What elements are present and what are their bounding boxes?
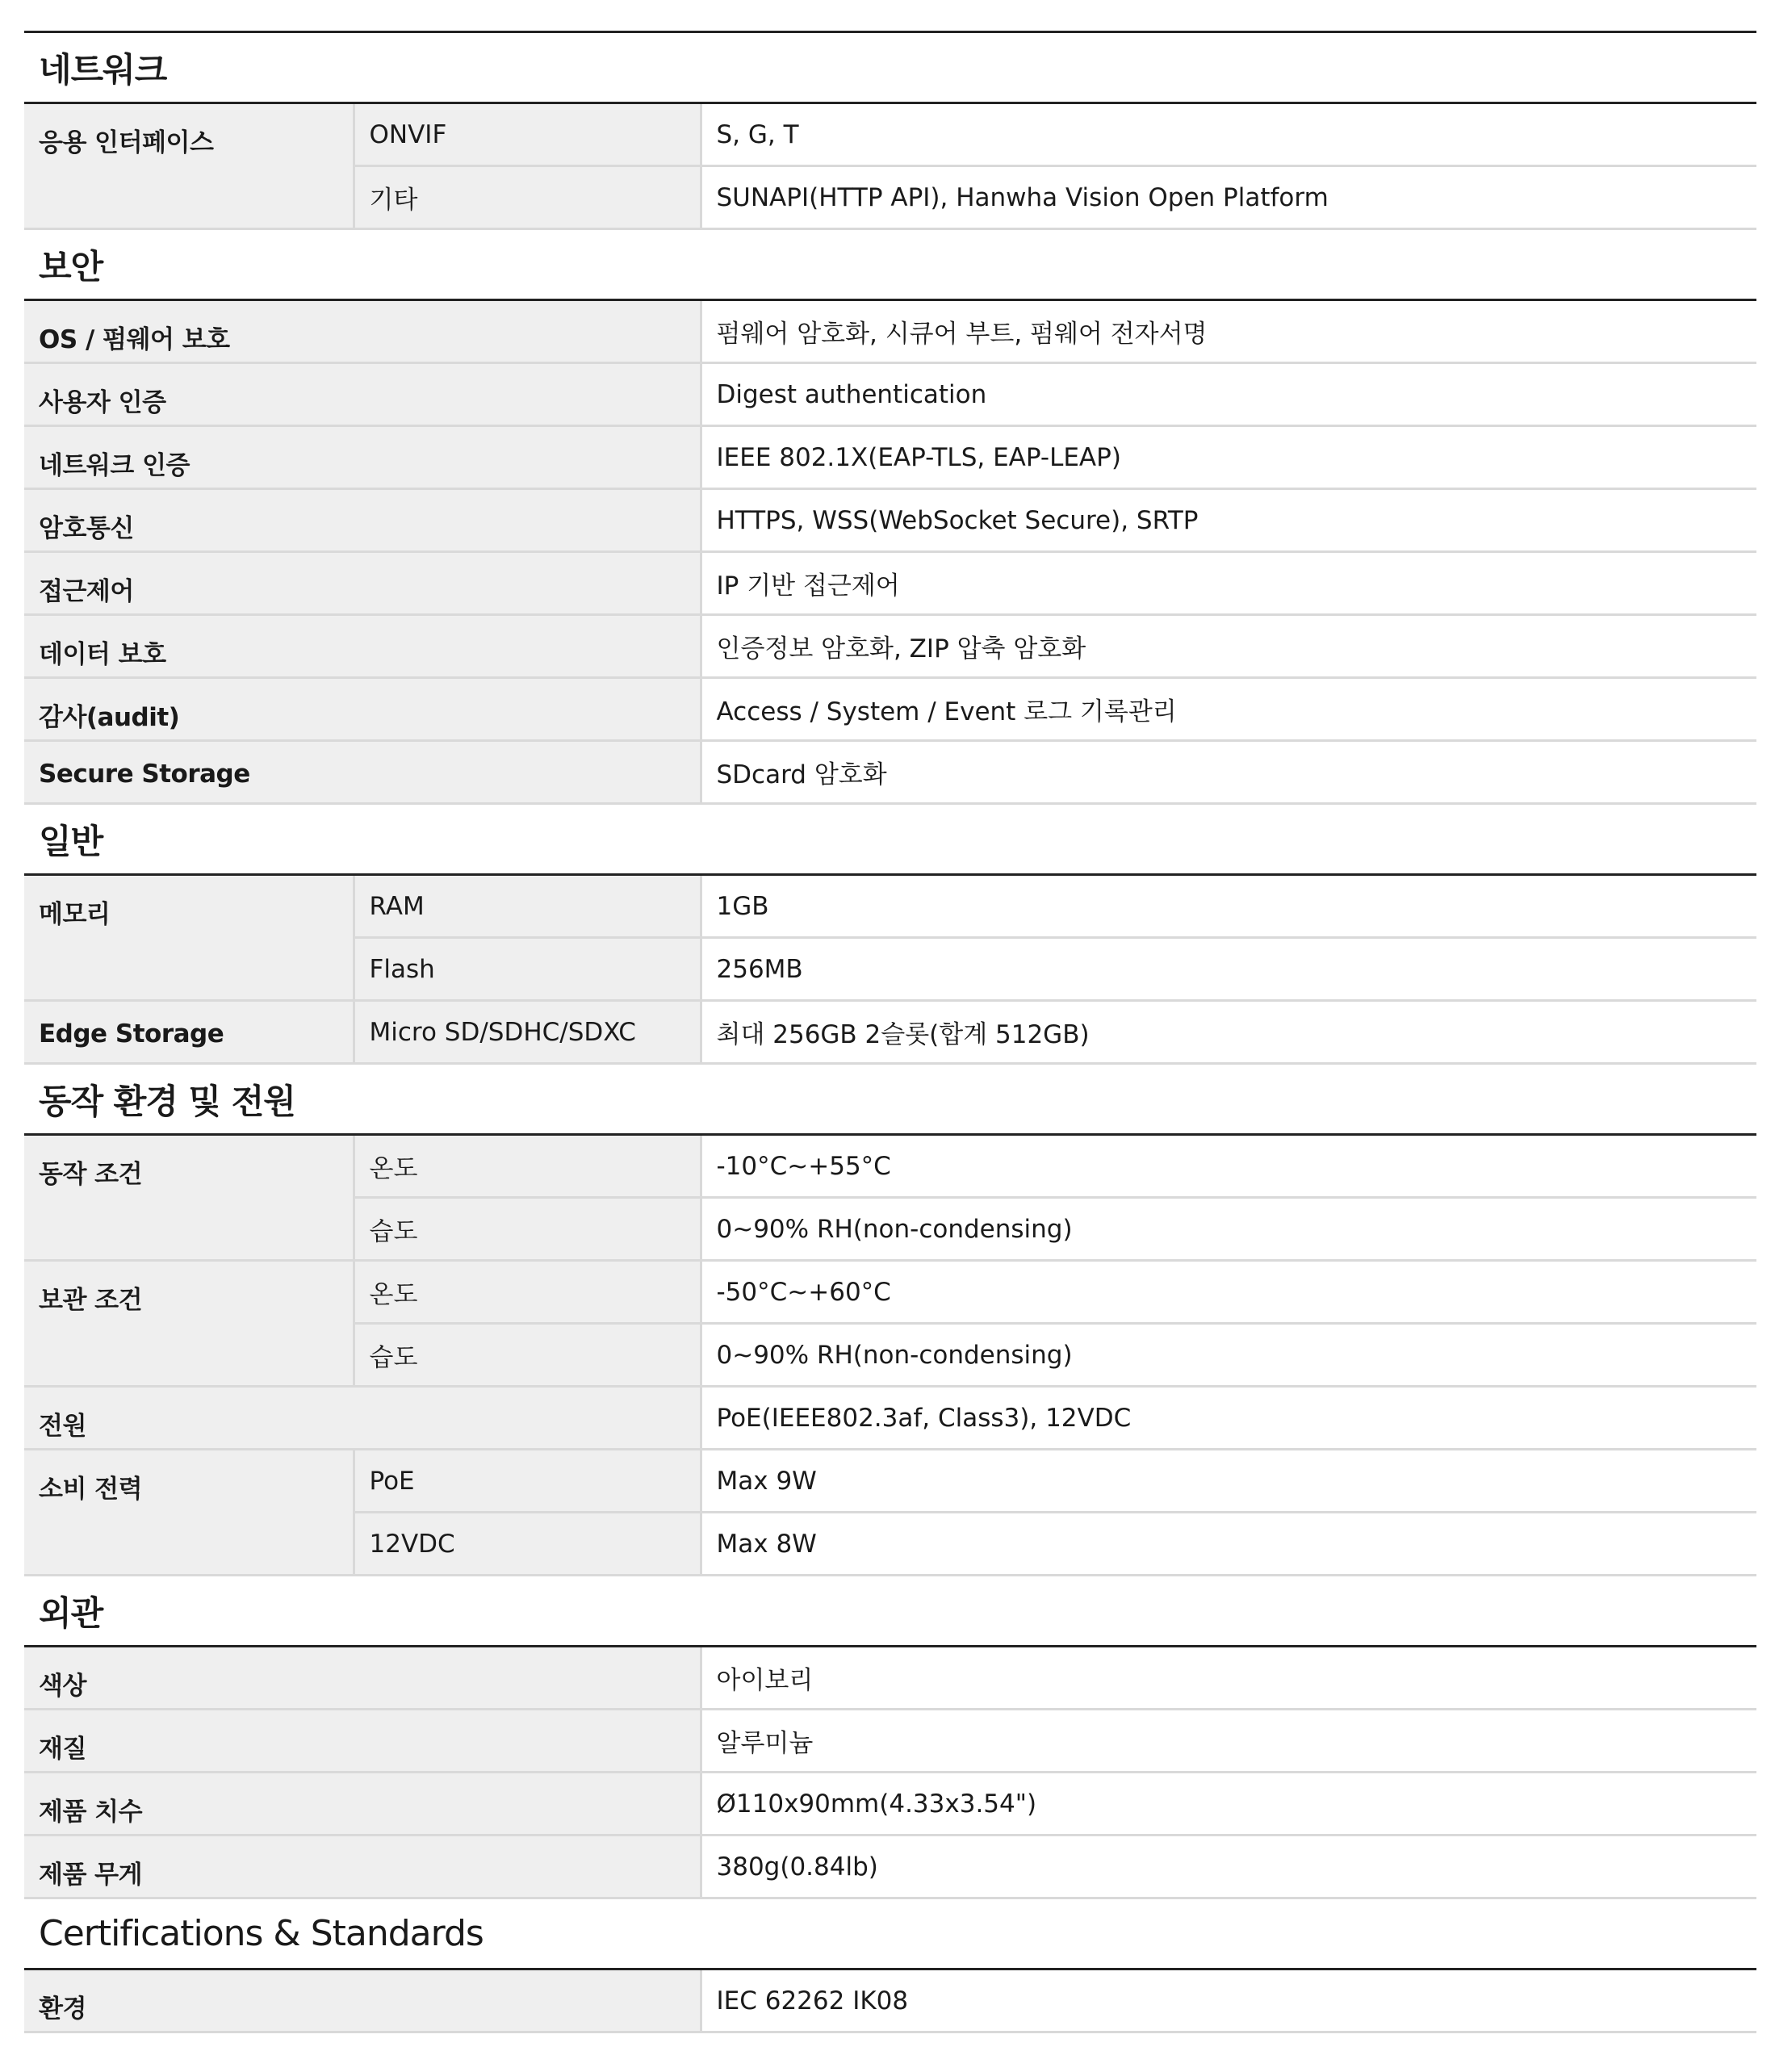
value-operating-humidity: 0~90% RH(non-condensing) (701, 1198, 1756, 1261)
row-value: 인증정보 암호화, ZIP 압축 암호화 (701, 615, 1756, 678)
spec-row (24, 1450, 1756, 1513)
value-flash: 256MB (701, 938, 1756, 1001)
row-value: Ø110x90mm(4.33x3.54") (701, 1773, 1756, 1835)
row-label-app-interface: 응용 인터페이스 (24, 103, 354, 229)
spec-row (24, 363, 1756, 426)
section-title-network: 네트워크 (24, 32, 1756, 103)
spec-row (24, 103, 1756, 166)
row-value: IEC 62262 IK08 (701, 1969, 1756, 2032)
spec-row (24, 1835, 1756, 1898)
row-label-memory: 메모리 (24, 875, 354, 1001)
row-value: 알루미늄 (701, 1710, 1756, 1773)
spec-row (24, 1969, 1756, 2032)
row-value: SDcard 암호화 (701, 741, 1756, 804)
row-label-consumption: 소비 전력 (24, 1450, 354, 1576)
spec-row (24, 1647, 1756, 1710)
spec-row (24, 1001, 1756, 1064)
sub-label-humidity: 습도 (354, 1324, 701, 1387)
sub-label-12vdc: 12VDC (354, 1513, 701, 1576)
row-label: 제품 치수 (24, 1773, 701, 1835)
row-value: HTTPS, WSS(WebSocket Secure), SRTP (701, 489, 1756, 552)
row-value: 380g(0.84lb) (701, 1835, 1756, 1898)
value-storage-temp: -50°C~+60°C (701, 1261, 1756, 1324)
spec-row (24, 678, 1756, 741)
section-general (24, 804, 1756, 875)
spec-row (24, 1710, 1756, 1773)
spec-row (24, 426, 1756, 489)
value-ram: 1GB (701, 875, 1756, 938)
row-label: 환경 (24, 1969, 701, 2032)
row-label-operating: 동작 조건 (24, 1135, 354, 1261)
sub-label-flash: Flash (354, 938, 701, 1001)
row-label: 재질 (24, 1710, 701, 1773)
value-poe: Max 9W (701, 1450, 1756, 1513)
section-title-security: 보안 (24, 229, 1756, 300)
section-title-appearance: 외관 (24, 1576, 1756, 1647)
row-label: 제품 무게 (24, 1835, 701, 1898)
sub-label-sd: Micro SD/SDHC/SDXC (354, 1001, 701, 1064)
section-title-general: 일반 (24, 804, 1756, 875)
spec-row (24, 741, 1756, 804)
row-label: 감사(audit) (24, 678, 701, 741)
section-network (24, 32, 1756, 103)
section-security (24, 229, 1756, 300)
sub-label-temp: 온도 (354, 1261, 701, 1324)
row-label: 접근제어 (24, 552, 701, 615)
value-edge-storage: 최대 256GB 2슬롯(합계 512GB) (701, 1001, 1756, 1064)
spec-row (24, 489, 1756, 552)
section-appearance (24, 1576, 1756, 1647)
value-operating-temp: -10°C~+55°C (701, 1135, 1756, 1198)
row-value: 펌웨어 암호화, 시큐어 부트, 펌웨어 전자서명 (701, 300, 1756, 363)
row-label-edge-storage: Edge Storage (24, 1001, 354, 1064)
spec-row (24, 552, 1756, 615)
spec-row (24, 1387, 1756, 1450)
section-title-environment: 동작 환경 및 전원 (24, 1064, 1756, 1135)
spec-row (24, 300, 1756, 363)
row-label: OS / 펌웨어 보호 (24, 300, 701, 363)
value-12vdc: Max 8W (701, 1513, 1756, 1576)
row-value: IEEE 802.1X(EAP-TLS, EAP-LEAP) (701, 426, 1756, 489)
spec-row (24, 1135, 1756, 1198)
row-value: Digest authentication (701, 363, 1756, 426)
sub-label-onvif: ONVIF (354, 103, 701, 166)
spec-row (24, 875, 1756, 938)
row-label: 암호통신 (24, 489, 701, 552)
row-label-storage-condition: 보관 조건 (24, 1261, 354, 1387)
value-storage-humidity: 0~90% RH(non-condensing) (701, 1324, 1756, 1387)
row-value: IP 기반 접근제어 (701, 552, 1756, 615)
section-certifications (24, 1898, 1756, 1969)
row-label: 네트워크 인증 (24, 426, 701, 489)
spec-table (24, 31, 1756, 2033)
spec-row (24, 1773, 1756, 1835)
section-environment (24, 1064, 1756, 1135)
row-value: Access / System / Event 로그 기록관리 (701, 678, 1756, 741)
spec-sheet (24, 31, 1756, 2033)
section-title-certifications: Certifications & Standards (24, 1898, 1756, 1969)
row-value: 아이보리 (701, 1647, 1756, 1710)
row-label: 색상 (24, 1647, 701, 1710)
row-label: 데이터 보호 (24, 615, 701, 678)
spec-row (24, 615, 1756, 678)
sub-label-humidity: 습도 (354, 1198, 701, 1261)
sub-label-ram: RAM (354, 875, 701, 938)
sub-label-other: 기타 (354, 166, 701, 229)
sub-label-poe: PoE (354, 1450, 701, 1513)
spec-row (24, 1261, 1756, 1324)
row-label: Secure Storage (24, 741, 701, 804)
row-label-power: 전원 (24, 1387, 701, 1450)
value-other: SUNAPI(HTTP API), Hanwha Vision Open Platform (701, 166, 1756, 229)
value-onvif: S, G, T (701, 103, 1756, 166)
sub-label-temp: 온도 (354, 1135, 701, 1198)
value-power: PoE(IEEE802.3af, Class3), 12VDC (701, 1387, 1756, 1450)
row-label: 사용자 인증 (24, 363, 701, 426)
